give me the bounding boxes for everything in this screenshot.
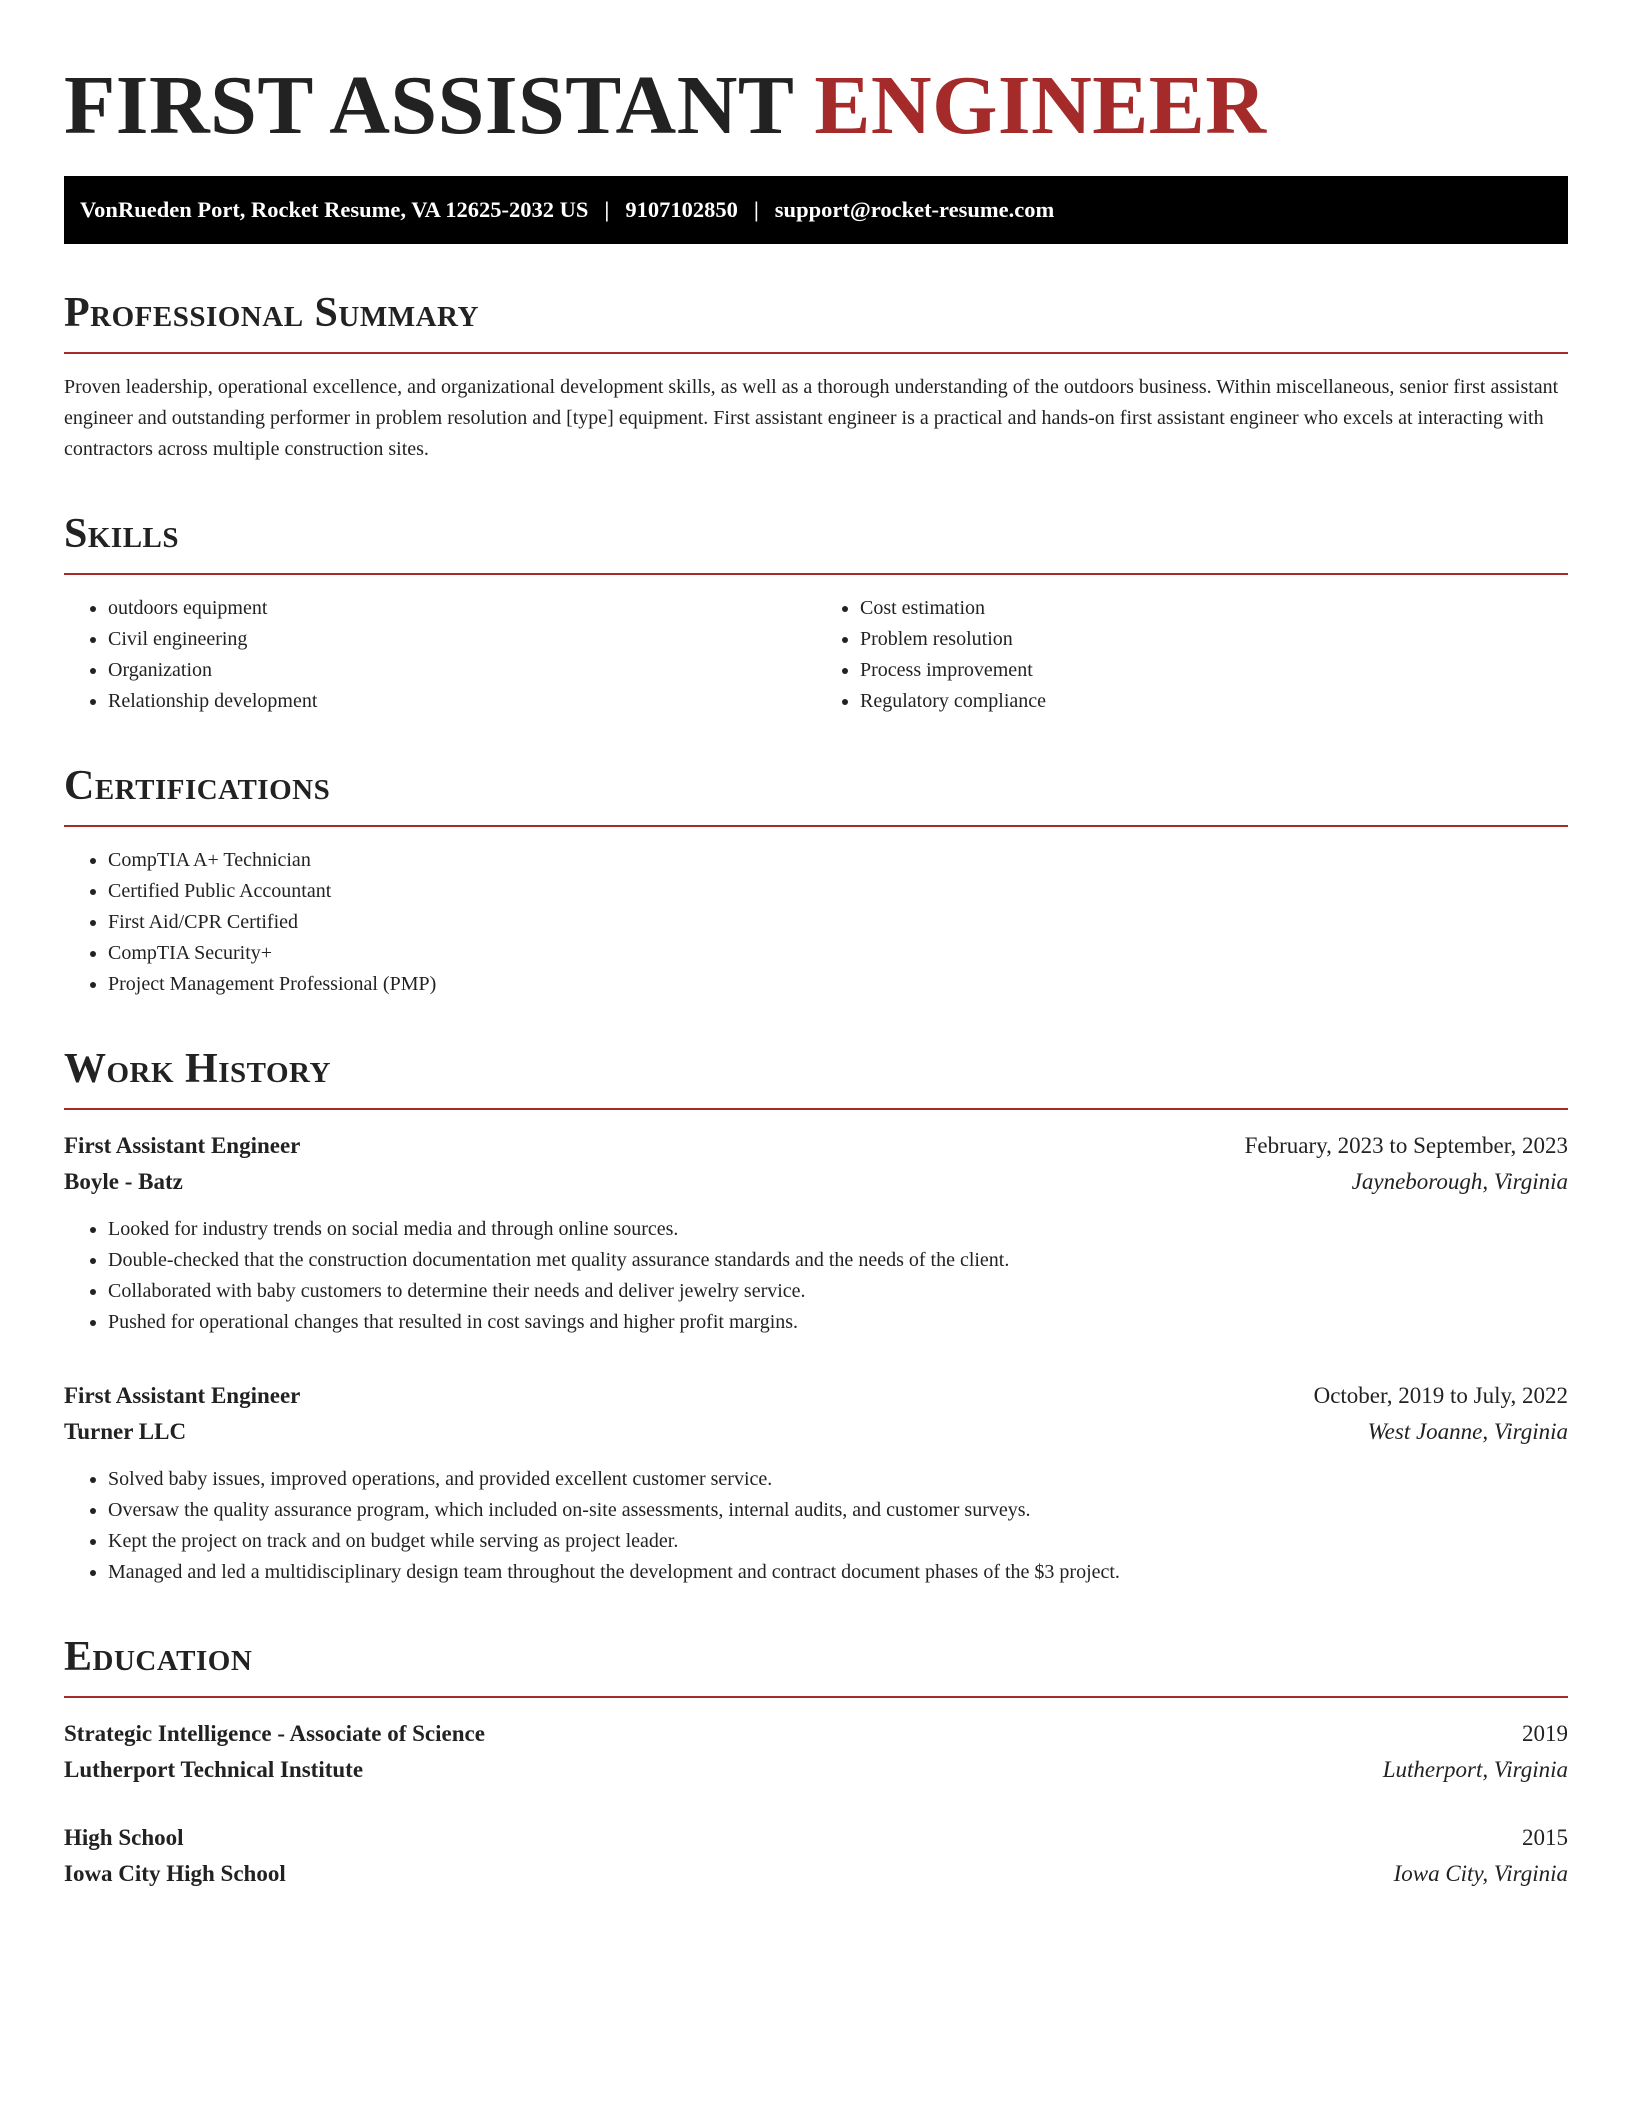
- education-school: Iowa City High School: [64, 1861, 286, 1886]
- contact-address: VonRueden Port, Rocket Resume, VA 12625-2032 US: [80, 197, 589, 222]
- contact-email: support@rocket-resume.com: [774, 197, 1055, 222]
- title-main: FIRST ASSISTANT: [64, 59, 793, 152]
- skill-item: • Problem resolution: [860, 624, 1568, 655]
- title-accent: ENGINEER: [814, 59, 1267, 152]
- job-dates: February, 2023 to September, 2023: [1244, 1133, 1568, 1158]
- section-heading-summary: Professional Summary: [64, 288, 1568, 354]
- certifications-list: [64, 845, 1568, 1000]
- job-location: West Joanne, Virginia: [1367, 1419, 1568, 1444]
- job-company-row: [64, 1414, 1568, 1450]
- skill-item: • Cost estimation: [860, 593, 1568, 624]
- section-heading-certifications: Certifications: [64, 761, 1568, 827]
- job-title: First Assistant Engineer: [64, 1133, 301, 1158]
- job-bullet: • Managed and led a multidisciplinary design team throughout the development and contract document phases of the $3 project.: [108, 1557, 1568, 1588]
- skill-item: • Organization: [108, 655, 816, 686]
- job-header-row: [64, 1378, 1568, 1414]
- job-bullet: • Looked for industry trends on social media and through online sources.: [108, 1214, 1568, 1245]
- education-school-row: [64, 1856, 1568, 1892]
- skills-list-left: [64, 593, 816, 717]
- job-bullet: • Oversaw the quality assurance program, which included on-site assessments, internal audits, and customer surveys.: [108, 1495, 1568, 1526]
- certification-item: • CompTIA Security+: [108, 938, 1568, 969]
- skills-list-right: [816, 593, 1568, 717]
- certification-item: • First Aid/CPR Certified: [108, 907, 1568, 938]
- job-header-row: [64, 1128, 1568, 1164]
- certification-item: • Project Management Professional (PMP): [108, 969, 1568, 1000]
- certification-item: • CompTIA A+ Technician: [108, 845, 1568, 876]
- section-heading-skills: Skills: [64, 509, 1568, 575]
- education-year: 2015: [1522, 1825, 1568, 1850]
- skill-item: • outdoors equipment: [108, 593, 816, 624]
- certification-item: • Certified Public Accountant: [108, 876, 1568, 907]
- contact-phone: 9107102850: [625, 197, 738, 222]
- skill-item: • Civil engineering: [108, 624, 816, 655]
- education-location: Iowa City, Virginia: [1393, 1861, 1568, 1886]
- job-bullets: [64, 1464, 1568, 1588]
- job-bullet: • Kept the project on track and on budget while serving as project leader.: [108, 1526, 1568, 1557]
- skill-item: • Process improvement: [860, 655, 1568, 686]
- job-bullet: • Collaborated with baby customers to determine their needs and deliver jewelry service.: [108, 1276, 1568, 1307]
- job-entry: [64, 1128, 1568, 1338]
- education-header-row: [64, 1716, 1568, 1752]
- education-school-row: [64, 1752, 1568, 1788]
- job-bullet: • Solved baby issues, improved operations, and provided excellent customer service.: [108, 1464, 1568, 1495]
- summary-text: Proven leadership, operational excellence, and organizational development skills, as well as a thorough understanding of the outdoors business. Within miscellaneous, senior first assistant engineer and outstanding performer in problem resolution and [type] equipment. First assistant engineer is a practical and hands-on first assistant engineer who excels at interacting with contractors across multiple construction sites.: [64, 376, 1559, 460]
- job-location: Jayneborough, Virginia: [1351, 1169, 1568, 1194]
- job-company: Turner LLC: [64, 1419, 187, 1444]
- job-title: First Assistant Engineer: [64, 1383, 301, 1408]
- education-year: 2019: [1522, 1721, 1568, 1746]
- contact-separator: |: [604, 197, 610, 222]
- job-company: Boyle - Batz: [64, 1169, 183, 1194]
- education-entry: [64, 1820, 1568, 1892]
- job-bullet: • Double-checked that the construction documentation met quality assurance standards and the needs of the client.: [108, 1245, 1568, 1276]
- section-heading-education: Education: [64, 1632, 1568, 1698]
- job-bullet: • Pushed for operational changes that resulted in cost savings and higher profit margins.: [108, 1307, 1568, 1338]
- job-bullets: [64, 1214, 1568, 1338]
- resume-name-title: [64, 0, 1568, 156]
- contact-separator: |: [753, 197, 759, 222]
- education-degree: High School: [64, 1825, 184, 1850]
- job-entry: [64, 1378, 1568, 1588]
- section-heading-work-history: Work History: [64, 1044, 1568, 1110]
- skill-item: • Relationship development: [108, 686, 816, 717]
- job-dates: October, 2019 to July, 2022: [1313, 1383, 1568, 1408]
- education-header-row: [64, 1820, 1568, 1856]
- education-location: Lutherport, Virginia: [1382, 1757, 1568, 1782]
- skills-grid: [64, 575, 1568, 717]
- education-school: Lutherport Technical Institute: [64, 1757, 364, 1782]
- job-company-row: [64, 1164, 1568, 1200]
- education-entry: [64, 1716, 1568, 1788]
- education-degree: Strategic Intelligence - Associate of Science: [64, 1721, 485, 1746]
- skill-item: • Regulatory compliance: [860, 686, 1568, 717]
- contact-bar: [64, 176, 1568, 244]
